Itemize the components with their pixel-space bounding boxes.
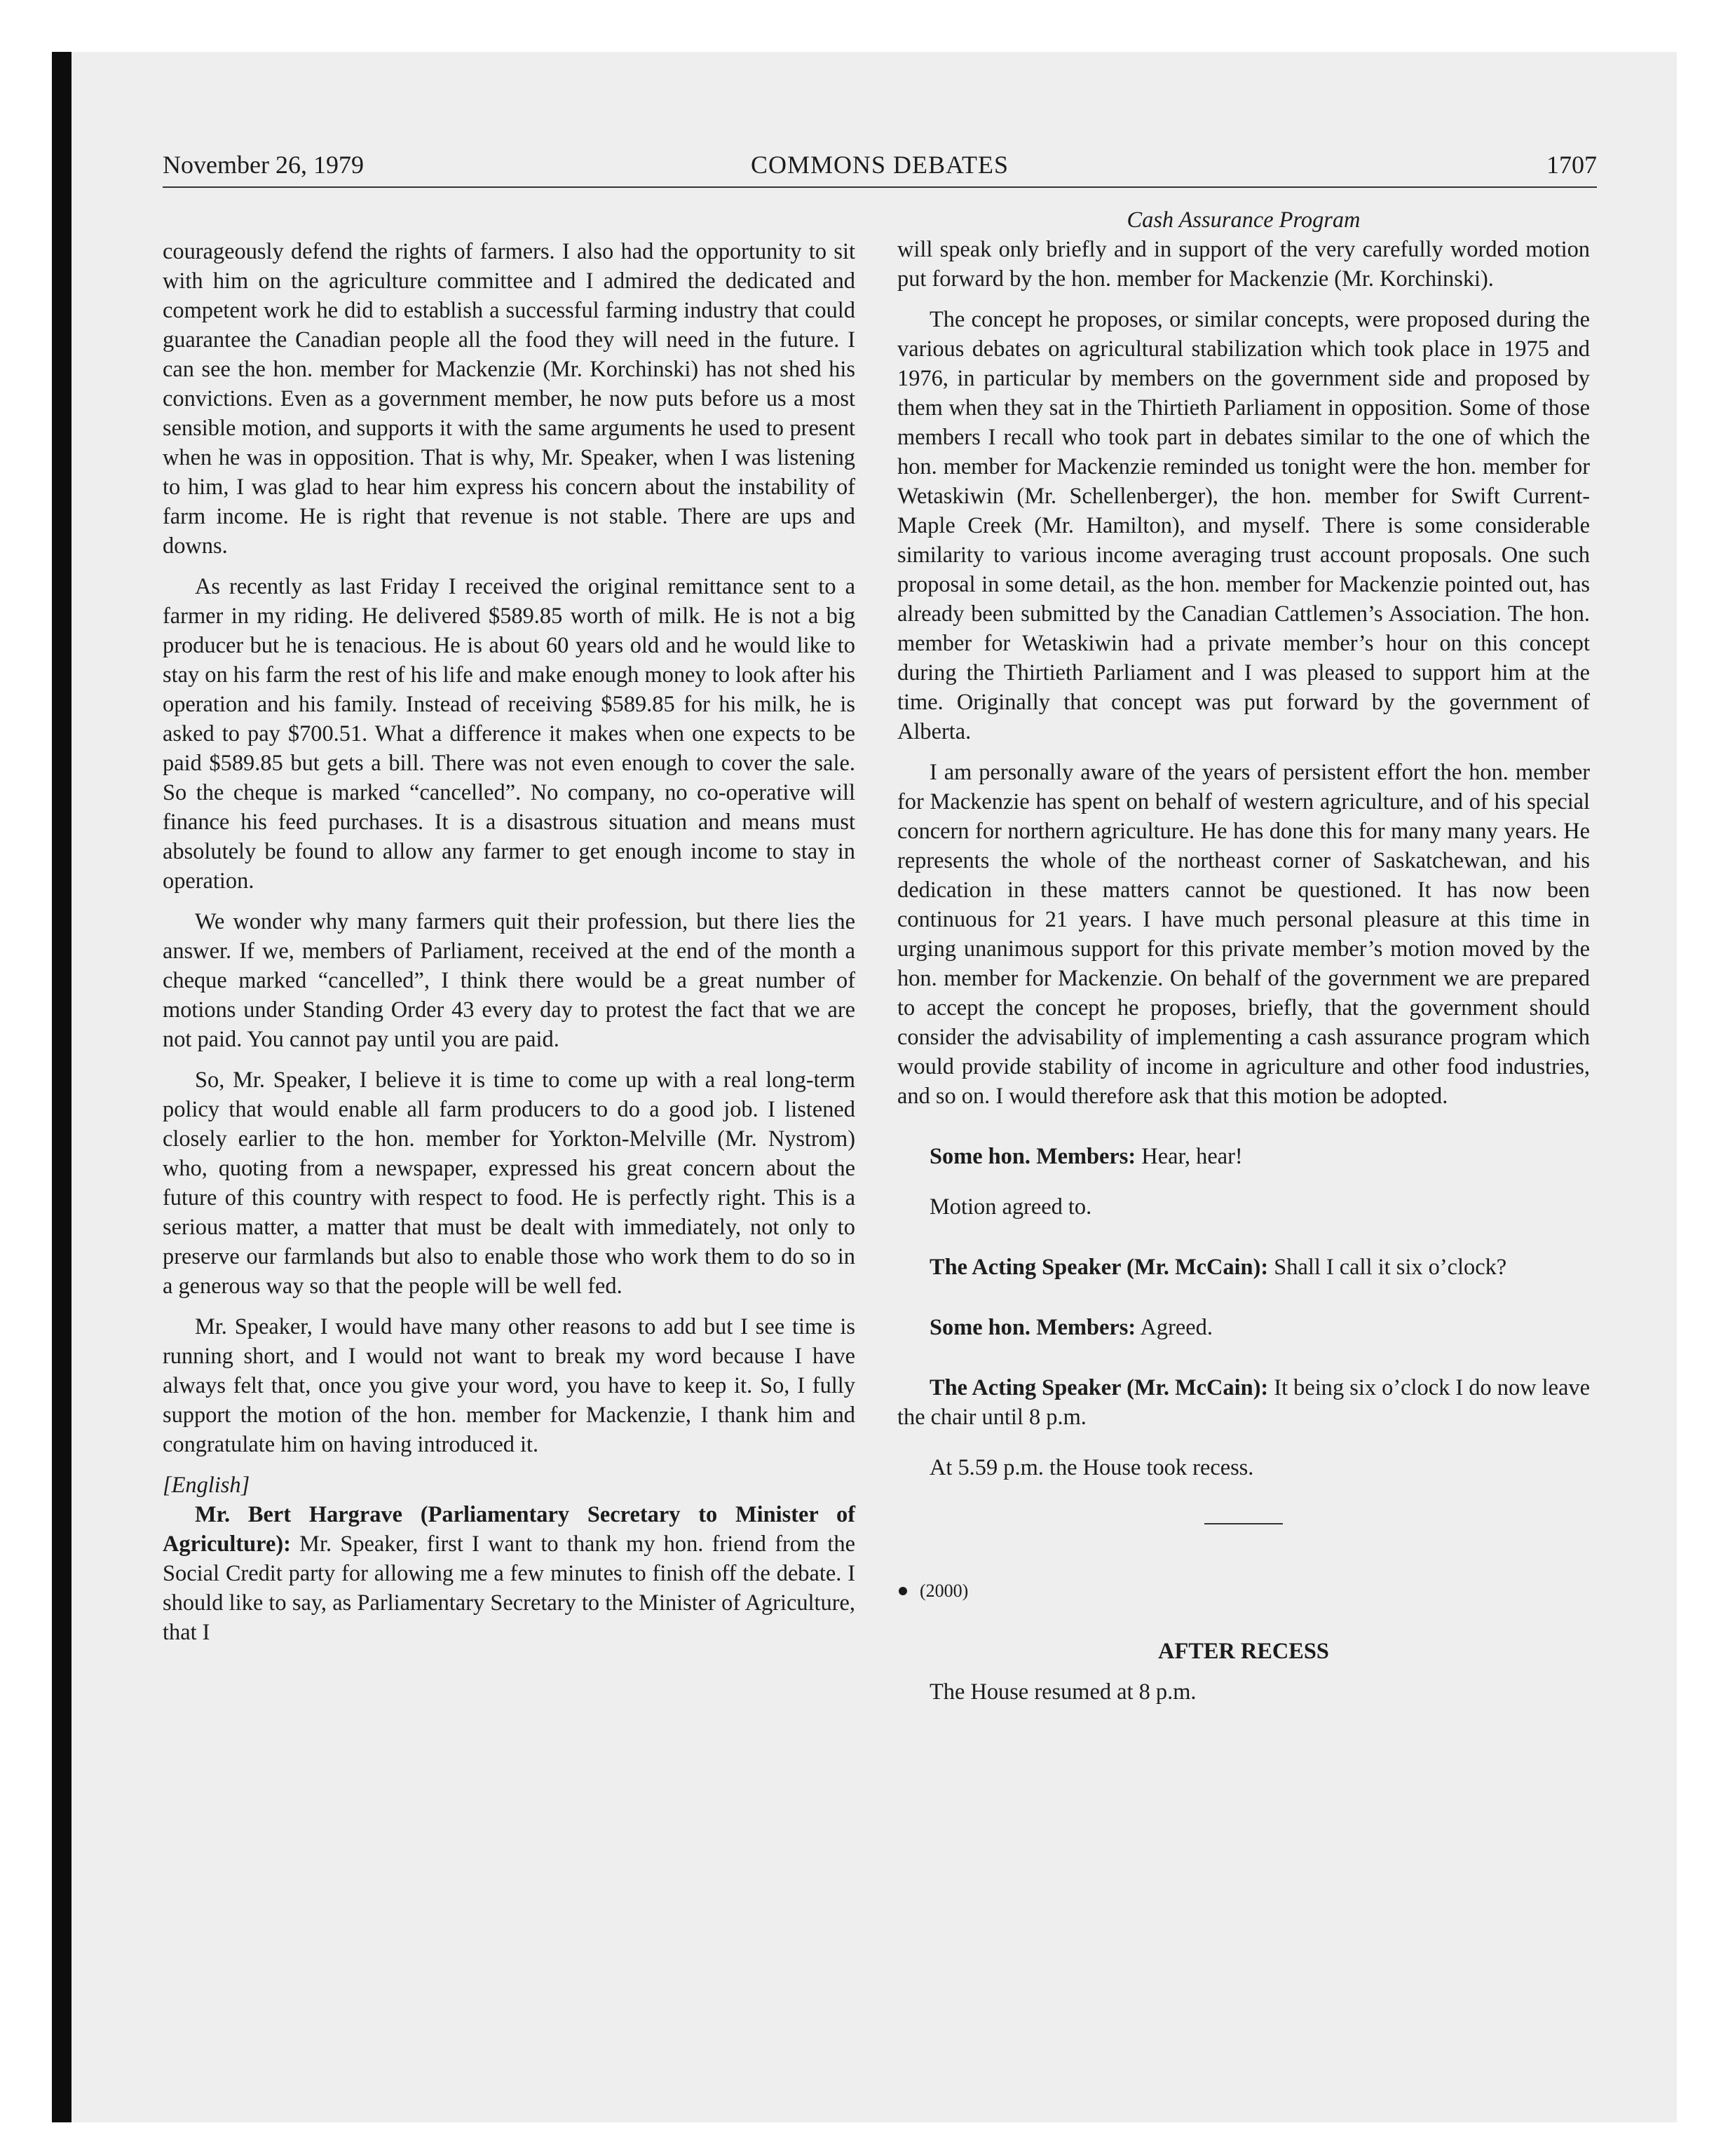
paragraph: The concept he proposes, or similar concepts, were proposed during the various debates on agricultural stabilization which took place in 1975 and 1976, in particular by members on the government side and proposed by them when they sat in the Thirtieth Parliament in opposition. Some of those members I recall who took part in debates similar to the one of which the hon. member for Mackenzie reminded us tonight were the hon. member for Wetaskiwin (Mr. Schellenberger), the hon. member for Swift Current-Maple Creek (Mr. Hamilton), and myself. There is some considerable similarity to various income averaging trust account proposals. One such proposal in some detail, as the hon. member for Mackenzie pointed out, has already been submitted by the Canadian Cattlemen’s Association. The hon. member for Wetaskiwin had a private member’s hour on this concept during the Thirtieth Parliament and I was pleased to support him at the time. Originally that concept was put forward by the government of Alberta. <box>897 307 1590 744</box>
speaker-label: The Acting Speaker (Mr. McCain): <box>930 1375 1269 1400</box>
interjection-text: Hear, hear! <box>1141 1144 1243 1169</box>
time-marker <box>897 1576 1590 1606</box>
speaker-label: Some hon. Members: <box>930 1144 1136 1169</box>
speech-text: Mr. Speaker, first I want to thank my hon. friend from the Social Credit party for allowing me a few minutes to finish off the debate. I should like to say, as Parliamentary Secretary to the Minister of Agriculture, that I <box>163 1531 855 1645</box>
interjection <box>897 1373 1590 1432</box>
interjection <box>897 1253 1590 1282</box>
interjection-text: It being six o’clock I do now leave the chair until 8 p.m. <box>897 1375 1590 1430</box>
header-page-number: 1707 <box>1546 151 1597 179</box>
left-column <box>163 237 855 1647</box>
paragraph: So, Mr. Speaker, I believe it is time to come up with a real long-term policy that would enable all farm producers to do a good job. I listened closely earlier to the hon. member for Yorkton-Melville (Mr. Nystrom) who, quoting from a newspaper, expressed his great concern about the future of this country with respect to food. He is perfectly right. This is a serious matter, a matter that must be dealt with immediately, not only to preserve our farmlands but also to enable those who work them to do so in a generous way so that the people will be well fed. <box>163 1067 855 1299</box>
paragraph: Mr. Speaker, I would have many other reasons to add but I see time is running short, and I would not want to break my word because I have always felt that, once you give your word, you have to keep it. So, I fully support the motion of the hon. member for Mackenzie, I thank him and congratulate him on having introduced it. <box>163 1314 855 1457</box>
header-date: November 26, 1979 <box>163 151 364 179</box>
interjection <box>897 1142 1590 1171</box>
interjection <box>897 1313 1590 1342</box>
paragraph: will speak only briefly and in support of the very carefully worded motion put forward by the hon. member for Mackenzie (Mr. Korchinski). <box>897 237 1590 292</box>
running-title: Cash Assurance Program <box>1127 207 1361 233</box>
interjection-text: Agreed. <box>1140 1315 1213 1340</box>
speaker-name: Mr. Bert Hargrave (Parliamentary Secretary to Minister of Agriculture): <box>163 1502 855 1557</box>
section-heading: AFTER RECESS <box>1158 1639 1329 1664</box>
speaker-label: The Acting Speaker (Mr. McCain): <box>930 1255 1269 1280</box>
scan-edge-bar <box>52 52 72 2122</box>
time-marker-text: (2000) <box>920 1581 969 1601</box>
paragraph: courageously defend the rights of farmers. I also had the opportunity to sit with him on the agriculture committee and I admired the dedicated and competent work he did to establish a successful farming industry that could guarantee the Canadian people all the food they will need in the future. I can see the hon. member for Mackenzie (Mr. Korchinski) has not shed his convictions. Even as a government member, he now puts before us a most sensible motion, and supports it with the same arguments he used to present when he was in opposition. That is why, Mr. Speaker, when I was listening to him, I was glad to hear him express his concern about the instability of farm income. He is right that revenue is not stable. There are ups and downs. <box>163 239 855 559</box>
procedure-note: The House resumed at 8 p.m. <box>930 1679 1197 1705</box>
interjection-text: Shall I call it six o’clock? <box>1274 1255 1507 1280</box>
paragraph: We wonder why many farmers quit their profession, but there lies the answer. If we, members of Parliament, received at the end of the month a cheque marked “cancelled”, I think there would be a great number of motions under Standing Order 43 every day to protest the fact that we are not paid. You cannot pay until you are paid. <box>163 909 855 1052</box>
right-column <box>897 205 1590 1707</box>
speaker-label: Some hon. Members: <box>930 1315 1136 1340</box>
paragraph: As recently as last Friday I received the original remittance sent to a farmer in my riding. He delivered $589.85 worth of milk. He is not a big producer but he is tenacious. He is about 60 years old and he would like to stay on his farm the rest of his life and make enough money to look after his operation and his family. Instead of receiving $589.85 for his milk, he is asked to pay $700.51. What a difference it makes when one expects to be paid $589.85 but gets a bill. There was not even enough to cover the sale. So the cheque is marked “cancelled”. No company, no co-operative will finance his feed purchases. It is a disastrous situation and means must absolutely be found to allow any farmer to get enough income to stay in operation. <box>163 574 855 894</box>
language-note: [English] <box>163 1473 250 1498</box>
header-publication: COMMONS DEBATES <box>750 151 1009 179</box>
procedure-note: Motion agreed to. <box>930 1194 1092 1220</box>
procedure-note: At 5.59 p.m. the House took recess. <box>930 1455 1254 1480</box>
paragraph: I am personally aware of the years of persistent effort the hon. member for Mackenzie has spent on behalf of western agriculture, and of his special concern for northern agriculture. He has done this for many many years. He represents the whole of the northeast corner of Saskatchewan, and his dedication in these matters cannot be questioned. It has now been continuous for 21 years. I have much personal pleasure at this time in urging unanimous support for this private member’s motion moved by the hon. member for Mackenzie. On behalf of the government we are prepared to accept the concept he proposes, briefly, that the government should consider the advisability of implementing a cash assurance program which would provide stability of income in agriculture and other food industries, and so on. I would therefore ask that this motion be adopted. <box>897 760 1590 1109</box>
speech-paragraph <box>163 1500 855 1647</box>
bullet-icon <box>899 1587 907 1595</box>
page-header <box>163 150 1597 188</box>
